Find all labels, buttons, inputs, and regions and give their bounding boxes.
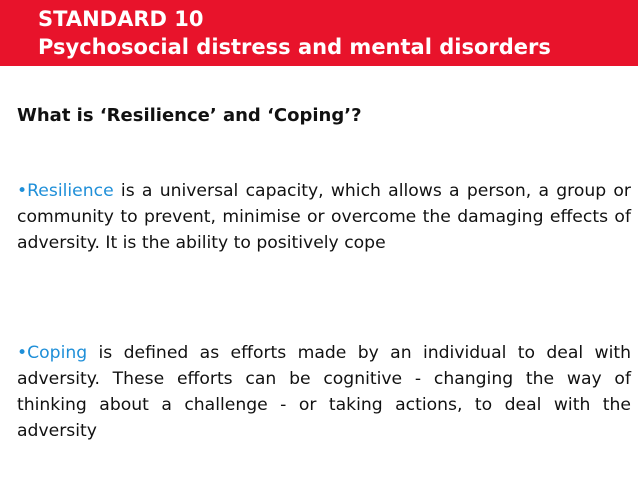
definition-coping: is defined as efforts made by an individual to deal with adversity. These efforts can be cognitive - changing the way of thinking about a challenge - or taking actions, to deal with the adversity xyxy=(17,343,631,441)
slide-title-banner xyxy=(0,0,638,66)
term-resilience: Resilience xyxy=(27,181,114,201)
slide-subtitle: What is ‘Resilience’ and ‘Coping’? xyxy=(17,105,362,126)
paragraph-resilience xyxy=(17,178,631,256)
paragraph-coping xyxy=(17,340,631,444)
bullet-marker: • xyxy=(17,343,28,363)
term-coping: Coping xyxy=(27,343,88,363)
bullet-marker: • xyxy=(17,181,28,201)
slide-title-line-2: Psychosocial distress and mental disorders xyxy=(38,35,551,59)
definition-resilience: is a universal capacity, which allows a person, a group or community to prevent, minimise or overcome the damaging effects of adversity. It is the ability to positively cope xyxy=(17,181,631,253)
slide-title-line-1: STANDARD 10 xyxy=(38,7,204,31)
